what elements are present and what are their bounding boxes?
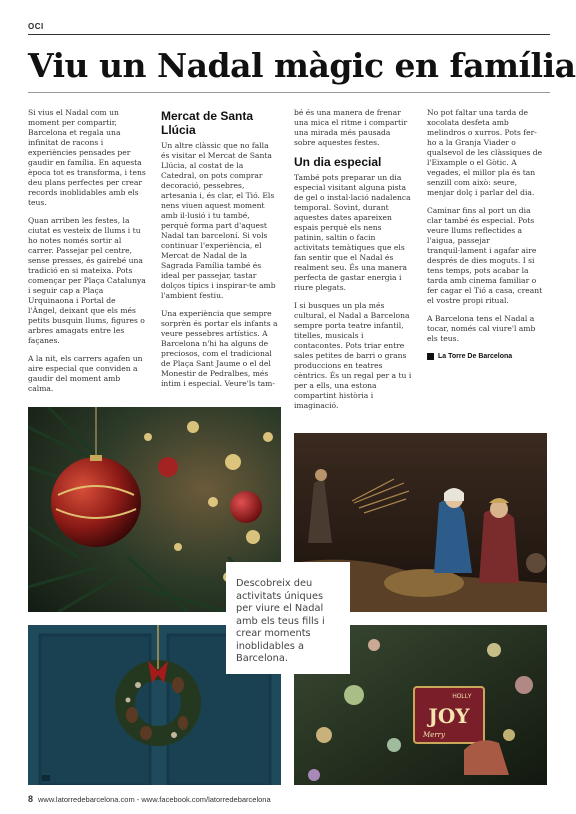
article-column-3 (294, 108, 412, 419)
section-label: OCI (28, 22, 44, 31)
paragraph: Una experiència que sempre sorprèn és portar els infants a veure pessebres artístics. A Barcelona n'hi ha alguns de preciosos, com el tradicional de Plaça Sant Jaume o el del Monestir de Pedralbes, més íntim i especial. Veure'ls tam- (161, 308, 278, 388)
publisher-logo-icon (427, 353, 434, 360)
footer-links[interactable]: www.latorredebarcelona.com - www.facebook.com/latorredebarcelona (38, 795, 271, 804)
paragraph: També pots preparar un dia especial visitant alguna pista de gel o instal·lació nadalenca temporal. Sovint, durant aquestes dates apareixen espais perquè els nens patinin, saltin o facin activitats temàtiques que els fan sentir que el Nadal és realment seu. És una manera perfecta de gastar energia i riure plegats. (294, 172, 411, 293)
credit-name: La Torre De Barcelona (438, 353, 513, 361)
article-column-2 (161, 110, 279, 397)
paragraph: Quan arriben les festes, la ciutat es vesteix de llums i tu ho notes només sortir al carrer. Passejar pel centre, sense presses, és gairebé una tradició en si mateixa. Pots començar per Plaça Catalunya i seguir cap a Plaça Urquinaona i Portal de l'Àngel, deixant que els més petits busquin llums, figures o arbres amagats entre les façanes. (28, 216, 146, 346)
page-footer (28, 794, 271, 804)
top-divider (28, 34, 550, 35)
paragraph: bé és una manera de frenar una mica el ritme i compartir una mirada més pausada sobre aquestes festes. (294, 108, 408, 148)
holly-sign-text: HOLLY (452, 694, 472, 700)
joy-sign-text: JOY (428, 704, 470, 728)
article-column-1 (28, 108, 146, 402)
paragraph: Caminar fins al port un dia clar també és especial. Pots veure llums reflectides a l'aigua, passejar tranquil·lament i agafar aire després de dies moguts. I si tens temps, pots acabar la tarda amb cinema familiar o fer cagar el Tió a casa, creant el vostre propi ritual. (427, 206, 543, 306)
author-credit (427, 352, 545, 361)
paragraph: Si vius el Nadal com un moment per compartir, Barcelona et regala una infinitat de racons i experiències pensades per gaudir en família. En aquesta època tot es transforma, i tens deu plans perfectes per crear records inoblidables amb els teus. (28, 108, 146, 208)
paragraph: No pot faltar una tarda de xocolata desfeta amb melindros o xurros. Pots fer-ho a la Granja Viader o qualsevol de les clàssiques de l'Eixample o el Gòtic. A vegades, el millor pla és tan senzill com això: seure, menjar dolç i parlar del dia. (427, 108, 543, 198)
subheading: Un dia especial (294, 155, 382, 170)
page-title: Viu un Nadal màgic en família (28, 46, 576, 85)
subheading: Mercat de Santa Llúcia (161, 109, 254, 137)
page-number: 8 (28, 794, 34, 804)
paragraph: I si busques un pla més cultural, el Nadal a Barcelona sempre porta teatre infantil, titelles, musicals i contacontes. Pots triar entre sales petites de barri o grans produccions en teatres cèntrics. És un regal per a tu i per a ells, una estona compartint història i imaginació. (294, 301, 412, 411)
paragraph: A la nit, els carrers agafen un aire especial que conviden a gaudir del moment amb calma. (28, 354, 143, 394)
paragraph: Un altre clàssic que no falla és visitar el Mercat de Santa Llúcia, al costat de la Catedral, on pots comprar decoració, pessebres, artesania i, és clar, el Tió. Els nens viuen aquest moment amb il·lusió i tu també, perquè forma part d'aquest Nadal tan barceloní. Si vols continuar l'experiència, el Mercat de Nadal de la Sagrada Família també és ideal per passejar, tastar dolços típics i inspirar-te amb l'ambient festiu. (161, 140, 276, 300)
pull-quote: Descobreix deu activitats úniques per viure el Nadal amb els teus fills i crear moments inoblidables a Barcelona. (226, 562, 350, 674)
title-divider (28, 92, 550, 93)
paragraph: A Barcelona tens el Nadal a tocar, només cal viure'l amb els teus. (427, 314, 536, 344)
article-column-4 (427, 108, 545, 362)
merry-sign-text: Merry (423, 731, 445, 739)
